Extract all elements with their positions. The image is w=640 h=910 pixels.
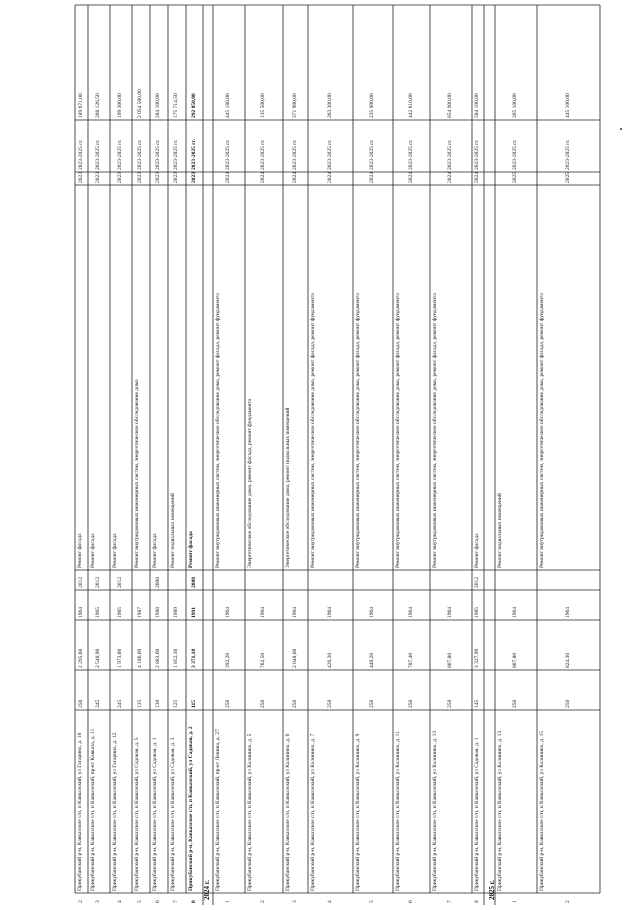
row-area-code: 250 xyxy=(225,699,231,708)
row-cost: 292 050,00 xyxy=(190,93,197,118)
row-floor-area: 392,20 xyxy=(225,652,231,668)
row-work-type: Ремонт фасада xyxy=(112,533,118,568)
row-floor-area: 702,50 xyxy=(260,652,266,668)
row-built-year: 1964 xyxy=(512,607,518,618)
row-area-code: 250 xyxy=(447,699,453,708)
row-built-year: 1964 xyxy=(77,607,84,618)
row-work-type: Ремонт фасада xyxy=(188,531,194,568)
row-floor-area: 2 048,60 xyxy=(291,648,298,668)
row-cost: 442 010,00 xyxy=(407,93,414,118)
row-number: 2 xyxy=(77,900,84,903)
row-number: 8 xyxy=(474,900,480,903)
row-work-type: Ремонт фасада xyxy=(77,533,83,568)
row-work-type: Ремонт фасада xyxy=(152,533,158,568)
row-cost: 189 671,00 xyxy=(77,93,84,118)
row-cost: 265 100,00 xyxy=(512,93,518,118)
row-plan-year: 2024 xyxy=(225,172,231,183)
row-number: 2 xyxy=(564,900,571,903)
row-last-repair: 2008 xyxy=(155,577,161,588)
row-number: 3 xyxy=(291,900,298,903)
row-address: Прикубанский р-н, Кавказское с/п, п Кавказский, ул Калинина, д. 15 xyxy=(539,730,545,891)
row-built-year: 1965 xyxy=(95,607,101,618)
row-period: 2023-2025 гг. xyxy=(117,139,123,170)
year-header-2025: 2025 г. xyxy=(488,880,496,900)
row-cost: 2 054 500,00 xyxy=(137,89,143,118)
row-plan-year: 2024 xyxy=(369,172,375,183)
row-area-code: 245 xyxy=(95,699,101,708)
row-built-year: 1964 xyxy=(326,607,333,618)
row-last-repair: 2012 xyxy=(474,577,480,588)
row-period: 2023-2025 гг. xyxy=(190,139,197,170)
row-number: 1 xyxy=(512,900,518,903)
row-number: 5 xyxy=(369,900,375,903)
row-address: Прикубанский р-н, Кавказское с/п, п Кавказский, ул Садовая, д. 1 xyxy=(152,737,158,891)
row-address: Прикубанский р-н, Кавказское с/п, п Кавказский, ул Гагарина, д. 12 xyxy=(112,732,118,891)
row-address: Прикубанский р-н, Кавказское с/п, п Кавказский, ул Садовая, д. 5 xyxy=(134,737,140,891)
row-last-repair: 2012 xyxy=(117,577,123,588)
row-built-year: 1964 xyxy=(260,607,266,618)
row-plan-year: 2024 xyxy=(260,172,266,183)
row-area-code: 245 xyxy=(117,699,123,708)
row-work-type: Ремонт фасада xyxy=(474,533,480,568)
row-address: Прикубанский р-н, Кавказское с/п, п Кавказский, ул Калинина, д. 7 xyxy=(310,733,316,891)
row-cost: 208 126,50 xyxy=(95,93,101,118)
row-number: 5 xyxy=(137,900,143,903)
row-address: Прикубанский р-н, Кавказское с/п, п Кавказский, ул Калинина, д. 5 xyxy=(247,733,253,891)
row-area-code: 250 xyxy=(564,699,571,708)
row-address: Прикубанский р-н, Кавказское с/п, п Кавказский, ул Калинина, д. 13 xyxy=(432,730,438,891)
row-period: 2023-2025 гг. xyxy=(474,139,480,170)
row-work-type: Энергетическое обследование дома, ремонт фасада, ремонт фундамента xyxy=(247,398,253,568)
row-number: 4 xyxy=(117,900,123,903)
row-number: 1 xyxy=(225,900,231,903)
row-floor-area: 3 327,90 xyxy=(474,648,480,668)
row-floor-area: 4 186,60 xyxy=(137,648,143,668)
row-plan-year: 2024 xyxy=(447,172,453,183)
row-area-code: 115 xyxy=(190,700,197,708)
row-built-year: 1965 xyxy=(117,607,123,618)
row-period: 2023-2025 гг. xyxy=(447,139,453,170)
row-period: 2023-2025 гг. xyxy=(512,139,518,170)
row-cost: 584 100,00 xyxy=(474,93,480,118)
row-address: Прикубанский р-н, Кавказское с/п, п Кавказский, ул Гагарина, д. 10 xyxy=(77,732,83,891)
row-floor-area: 3 371,10 xyxy=(190,648,197,668)
row-floor-area: 787,40 xyxy=(407,652,414,668)
row-work-type: Ремонт внутридомовых инженерных систем, энергетическое обследование дома, ремонт фасада, ремонт фундамента xyxy=(355,293,361,568)
row-plan-year: 2024 xyxy=(291,172,298,183)
row-area-code: 250 xyxy=(407,699,414,708)
row-address: Прикубанский р-н, Кавказское с/п, п Кавказский, ул Садовая, д. 2 xyxy=(188,726,194,891)
row-built-year: 1987 xyxy=(137,607,143,618)
row-plan-year: 2025 xyxy=(512,172,518,183)
row-floor-area: 1 852,30 xyxy=(173,648,179,668)
row-address: Прикубанский р-н, Кавказское с/п, п Кавказский, ул Калинина, д. 13 xyxy=(497,730,503,891)
row-floor-area: 2 295,60 xyxy=(77,648,84,668)
row-period: 2023-2025 гг. xyxy=(173,139,179,170)
row-plan-year: 2023 xyxy=(155,172,161,183)
row-work-type: Ремонт внутридомовых инженерных систем, энергетическое обследование дома, ремонт фасада, ремонт фундамента xyxy=(395,293,401,568)
row-plan-year: 2024 xyxy=(326,172,333,183)
row-built-year: 1985 xyxy=(474,607,480,618)
row-built-year: 1964 xyxy=(407,607,414,618)
row-area-code: 250 xyxy=(291,699,298,708)
row-period: 2023-2025 гг. xyxy=(137,139,143,170)
row-work-type: Ремонт подвальных помещений xyxy=(170,493,176,568)
year-header-2024: 2024 г. xyxy=(203,880,211,900)
row-period: 2023-2025 гг. xyxy=(95,139,101,170)
row-number: 7 xyxy=(447,900,453,903)
row-floor-area: 1 973,00 xyxy=(117,648,123,668)
row-area-code: 250 xyxy=(260,699,266,708)
row-period: 2023-2025 гг. xyxy=(77,139,84,170)
row-number: 6 xyxy=(407,900,414,903)
row-cost: 854 900,00 xyxy=(447,93,453,118)
row-cost: 284 100,00 xyxy=(155,93,161,118)
row-address: Прикубанский р-н, Кавказское с/п, п Кавказский, ул Садовая, д. 3 xyxy=(170,737,176,891)
row-floor-area: 807,80 xyxy=(447,652,453,668)
row-built-year: 1991 xyxy=(190,607,197,618)
row-period: 2023-2025 гг. xyxy=(291,139,298,170)
row-area-code: 250 xyxy=(512,699,518,708)
row-last-repair: 2012 xyxy=(77,577,84,588)
row-cost: 199 300,00 xyxy=(117,93,123,118)
row-work-type: Ремонт подвальных помещений xyxy=(497,493,503,568)
row-plan-year: 2023 xyxy=(95,172,101,183)
row-built-year: 1989 xyxy=(173,607,179,618)
row-plan-year: 2023 xyxy=(77,172,84,183)
row-cost: 445 188,00 xyxy=(225,93,231,118)
row-last-repair: 2012 xyxy=(95,577,101,588)
row-plan-year: 2023 xyxy=(117,172,123,183)
row-number: 8 xyxy=(190,900,197,903)
row-cost: 445 100,00 xyxy=(564,93,571,118)
row-floor-area: 824,30 xyxy=(564,652,571,668)
row-address: Прикубанский р-н, Кавказское с/п, п Кавказский, ул Калинина, д. 6 xyxy=(285,733,291,891)
row-work-type: Ремонт внутридомовых инженерных систем, энергетическое обследование дома, ремонт фасада, ремонт фундамента xyxy=(310,293,316,568)
row-number: 6 xyxy=(155,900,161,903)
row-address: Прикубанский р-н, Кавказское с/п, п Кавказский, пр-кт Ленина, д. 27 xyxy=(215,729,221,891)
row-period: 2023-2025 гг. xyxy=(260,139,266,170)
row-period: 2023-2025 гг. xyxy=(225,139,231,170)
row-plan-year: 2024 xyxy=(474,172,480,183)
row-floor-area: 426,30 xyxy=(326,652,333,668)
row-plan-year: 2024 xyxy=(407,172,414,183)
row-last-repair: 2008 xyxy=(190,577,197,588)
row-built-year: 1964 xyxy=(225,607,231,618)
row-number: 7 xyxy=(173,900,179,903)
row-built-year: 1964 xyxy=(564,607,571,618)
row-number: 2 xyxy=(260,900,266,903)
row-area-code: 125 xyxy=(173,699,179,708)
row-cost: 371 900,00 xyxy=(291,93,298,118)
row-cost: 263 300,00 xyxy=(326,93,333,118)
row-work-type: Ремонт фасада xyxy=(90,533,96,568)
row-area-code: 250 xyxy=(77,699,84,708)
row-cost: 135 500,00 xyxy=(260,93,266,118)
row-address: Прикубанский р-н, Кавказское с/п, п Кавказский, пр-кт Кавказа, д. 11 xyxy=(90,728,96,891)
row-period: 2023-2025 гг. xyxy=(326,139,333,170)
row-floor-area: 2 540,90 xyxy=(95,648,101,668)
row-area-code: 145 xyxy=(474,699,480,708)
row-cost: 175 714,50 xyxy=(173,93,179,118)
row-work-type: Ремонт внутридомовых инженерных систем, энергетическое обследование дома, ремонт фасада, ремонт фундамента xyxy=(215,293,221,568)
row-floor-area: 2 883,60 xyxy=(155,648,161,668)
row-plan-year: 2023 xyxy=(173,172,179,183)
row-number: 3 xyxy=(95,900,101,903)
row-area-code: 250 xyxy=(369,699,375,708)
row-work-type: Ремонт внутридомовых инженерных систем, энергетическое обследование дома, ремонт фасада, ремонт фундамента xyxy=(539,293,545,568)
row-work-type: Энергетическое обследование дома, ремонт подвальных помещений xyxy=(285,407,291,568)
row-work-type: Ремонт внутридомовых инженерных систем, энергетическое обследование дома xyxy=(134,379,140,568)
row-floor-area: 807,80 xyxy=(512,652,518,668)
row-area-code: 250 xyxy=(326,699,333,708)
row-work-type: Ремонт внутридомовых инженерных систем, энергетическое обследование дома, ремонт фасада, ремонт фундамента xyxy=(432,293,438,568)
row-period: 2023-2025 гг. xyxy=(407,139,414,170)
row-address: Прикубанский р-н, Кавказское с/п, п Кавказский, ул Садовая, д. 1 xyxy=(474,737,480,891)
row-area-code: 135 xyxy=(137,699,143,708)
row-period: 2023-2025 гг. xyxy=(369,139,375,170)
row-built-year: 1964 xyxy=(447,607,453,618)
row-plan-year: 2023 xyxy=(190,172,197,183)
row-built-year: 1988 xyxy=(155,607,161,618)
row-plan-year: 2023 xyxy=(137,172,143,183)
row-address: Прикубанский р-н, Кавказское с/п, п Кавказский, ул Калинина, д. 11 xyxy=(395,731,401,891)
row-built-year: 1964 xyxy=(369,607,375,618)
row-floor-area: 440,20 xyxy=(369,652,375,668)
row-cost: 235 900,00 xyxy=(369,93,375,118)
row-number: 4 xyxy=(326,900,333,903)
row-built-year: 1964 xyxy=(291,607,298,618)
row-period: 2023-2025 гг. xyxy=(155,139,161,170)
row-plan-year: 2025 xyxy=(564,172,571,183)
stray-mark xyxy=(620,128,622,130)
row-address: Прикубанский р-н, Кавказское с/п, п Кавказский, ул Калинина, д. 9 xyxy=(355,733,361,891)
row-period: 2023-2025 гг. xyxy=(564,139,571,170)
row-area-code: 130 xyxy=(155,699,161,708)
